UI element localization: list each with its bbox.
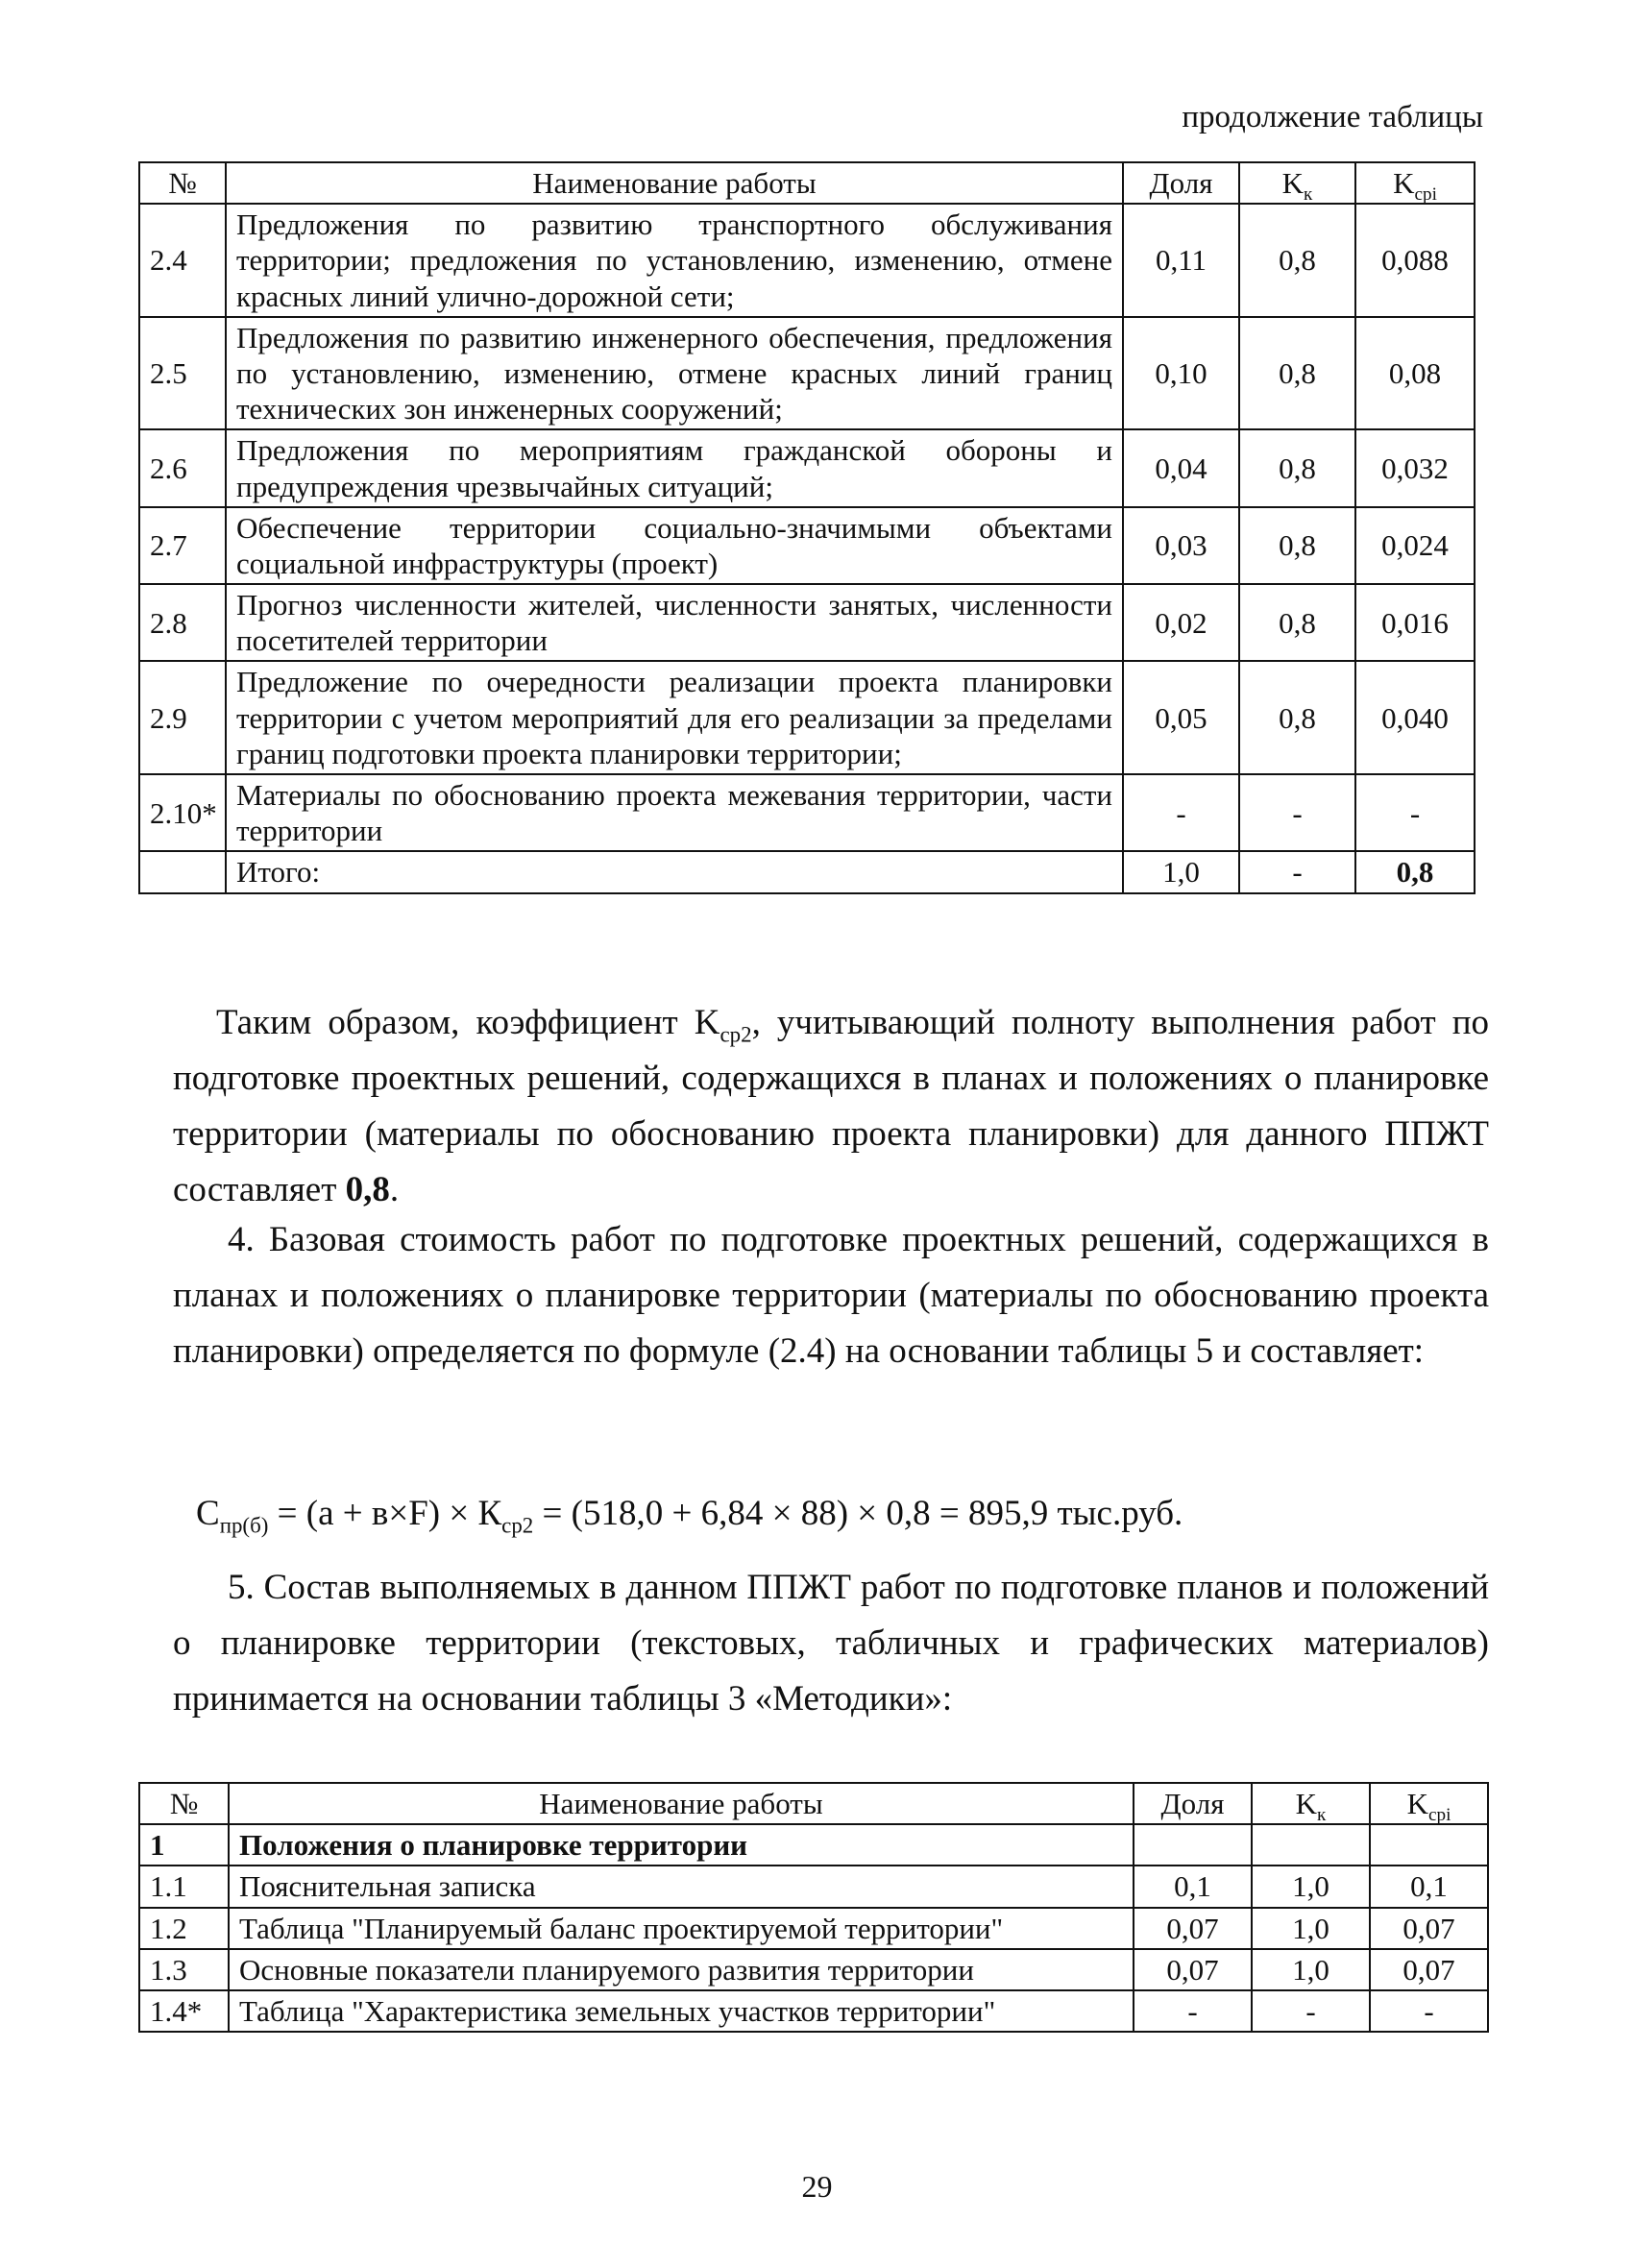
row-share: 0,11 — [1123, 204, 1239, 317]
total-kcpi: 0,8 — [1355, 851, 1475, 892]
row-number: 2.6 — [139, 429, 226, 506]
header-kk-sub: к — [1304, 184, 1313, 206]
header-kk — [1239, 162, 1355, 204]
row-kk: 0,8 — [1239, 507, 1355, 584]
row-kk: 0,8 — [1239, 429, 1355, 506]
row-kk: - — [1252, 1990, 1370, 2032]
row-work-name: Предложение по очередности реализации проекта планировки территории с учетом мероприятий для его реализации за пределами границ подготовки проекта планировки территории; — [226, 661, 1123, 774]
row-number: 2.5 — [139, 317, 226, 430]
table-row — [139, 584, 1475, 661]
header-kk-sub: к — [1317, 1805, 1327, 1826]
row-number: 2.10* — [139, 774, 226, 851]
row-number: 1.1 — [139, 1866, 229, 1907]
table-continuation-label: продолжение таблицы — [1182, 100, 1483, 134]
composition-paragraph: 5. Состав выполняемых в данном ППЖТ работ по подготовке планов и положений о планировке территории (текстовых, табличных и графических материалов) принимается на основании таблицы 3 «Методики»: — [173, 1568, 1489, 1719]
table-row — [139, 661, 1475, 774]
row-kcpi: 0,088 — [1355, 204, 1475, 317]
table-row — [139, 317, 1475, 430]
table-total-row — [139, 851, 1475, 892]
row-share: 0,03 — [1123, 507, 1239, 584]
formula-c: С — [196, 1494, 220, 1533]
header-kk — [1252, 1783, 1370, 1824]
formula-mid: = (а + в×F) × К — [268, 1494, 502, 1533]
table-row — [139, 1866, 1488, 1907]
header-share: Доля — [1123, 162, 1239, 204]
row-kcpi: 0,07 — [1370, 1949, 1488, 1990]
total-kk: - — [1239, 851, 1355, 892]
table-row — [139, 1990, 1488, 2032]
row-kk: 0,8 — [1239, 584, 1355, 661]
row-number: 2.4 — [139, 204, 226, 317]
header-kcpi — [1370, 1783, 1488, 1824]
section-kcpi — [1370, 1824, 1488, 1866]
row-kk: 0,8 — [1239, 661, 1355, 774]
row-work-name: Обеспечение территории социально-значимыми объектами социальной инфраструктуры (проект) — [226, 507, 1123, 584]
row-kk: 0,8 — [1239, 317, 1355, 430]
header-share: Доля — [1134, 1783, 1252, 1824]
row-kk: 0,8 — [1239, 204, 1355, 317]
row-share: 0,07 — [1134, 1949, 1252, 1990]
table-row — [139, 774, 1475, 851]
para1-sub: ср2 — [719, 1022, 752, 1047]
row-kcpi: 0,032 — [1355, 429, 1475, 506]
para1-post: . — [389, 1170, 400, 1209]
page-number: 29 — [801, 2169, 833, 2204]
section-share — [1134, 1824, 1252, 1866]
row-share: - — [1134, 1990, 1252, 2032]
planning-works-table — [138, 1782, 1489, 2033]
row-work-name: Прогноз численности жителей, численности занятых, численности посетителей территории — [226, 584, 1123, 661]
row-kcpi: 0,024 — [1355, 507, 1475, 584]
para1-mid: , учитывающий полноту выполнения работ по подготовке проектных решений, содержащихся в планах и положениях о планировке территории (материалы по обоснованию проекта планировки) для данного ППЖТ составляет — [173, 1003, 1490, 1209]
works-table-continued — [138, 161, 1475, 894]
table-row — [139, 1908, 1488, 1949]
header-work-name: Наименование работы — [226, 162, 1123, 204]
header-work-name: Наименование работы — [229, 1783, 1134, 1824]
table-section-row — [139, 1824, 1488, 1866]
table-header-row — [139, 162, 1475, 204]
row-share: 0,02 — [1123, 584, 1239, 661]
table-row — [139, 429, 1475, 506]
row-kk: - — [1239, 774, 1355, 851]
formula-k-sub: ср2 — [501, 1513, 534, 1538]
table-row — [139, 507, 1475, 584]
row-number: 2.7 — [139, 507, 226, 584]
row-kcpi: 0,08 — [1355, 317, 1475, 430]
row-kcpi: - — [1355, 774, 1475, 851]
para1-bold-value: 0,8 — [345, 1170, 390, 1209]
row-kcpi: 0,1 — [1370, 1866, 1488, 1907]
row-kcpi: 0,016 — [1355, 584, 1475, 661]
row-number: 2.9 — [139, 661, 226, 774]
row-work-name: Основные показатели планируемого развития территории — [229, 1949, 1134, 1990]
row-work-name: Материалы по обоснованию проекта межевания территории, части территории — [226, 774, 1123, 851]
section-title: Положения о планировке территории — [229, 1824, 1134, 1866]
header-kcpi — [1355, 162, 1475, 204]
row-share: 0,10 — [1123, 317, 1239, 430]
row-kcpi: 0,040 — [1355, 661, 1475, 774]
row-share: 0,1 — [1134, 1866, 1252, 1907]
header-number: № — [139, 162, 226, 204]
table-row — [139, 204, 1475, 317]
row-number: 1.3 — [139, 1949, 229, 1990]
para1-pre: Таким образом, коэффициент K — [216, 1003, 720, 1042]
row-share: 0,04 — [1123, 429, 1239, 506]
total-label: Итого: — [226, 851, 1123, 892]
row-number: 2.8 — [139, 584, 226, 661]
header-kcpi-letter: K — [1393, 166, 1415, 200]
row-share: - — [1123, 774, 1239, 851]
row-work-name: Предложения по мероприятиям гражданской обороны и предупреждения чрезвычайных ситуаций; — [226, 429, 1123, 506]
row-number — [139, 851, 226, 892]
section-number: 1 — [139, 1824, 229, 1866]
header-kcpi-letter: K — [1406, 1787, 1428, 1820]
header-kk-letter: K — [1295, 1787, 1318, 1820]
row-number: 1.2 — [139, 1908, 229, 1949]
header-number: № — [139, 1783, 229, 1824]
table-header-row — [139, 1783, 1488, 1824]
table-row — [139, 1949, 1488, 1990]
row-kk: 1,0 — [1252, 1866, 1370, 1907]
formula-c-sub: пр(б) — [219, 1513, 269, 1538]
row-work-name: Предложения по развитию инженерного обеспечения, предложения по установлению, изменению, отмене красных линий границ технических зон инженерных сооружений; — [226, 317, 1123, 430]
row-number: 1.4* — [139, 1990, 229, 2032]
row-kk: 1,0 — [1252, 1908, 1370, 1949]
row-share: 0,05 — [1123, 661, 1239, 774]
row-work-name: Пояснительная записка — [229, 1866, 1134, 1907]
row-kcpi: 0,07 — [1370, 1908, 1488, 1949]
row-share: 0,07 — [1134, 1908, 1252, 1949]
header-kcpi-sub: cpi — [1427, 1805, 1451, 1826]
total-share: 1,0 — [1123, 851, 1239, 892]
row-work-name: Предложения по развитию транспортного обслуживания территории; предложения по установлению, изменению, отмене красных линий улично-дорожной сети; — [226, 204, 1123, 317]
section-kk — [1252, 1824, 1370, 1866]
row-kcpi: - — [1370, 1990, 1488, 2032]
header-kcpi-sub: cpi — [1414, 184, 1437, 206]
cost-formula — [196, 1493, 1183, 1538]
row-work-name: Таблица "Планируемый баланс проектируемой территории" — [229, 1908, 1134, 1949]
coefficient-paragraph — [173, 995, 1489, 1218]
row-work-name: Таблица "Характеристика земельных участков территории" — [229, 1990, 1134, 2032]
row-kk: 1,0 — [1252, 1949, 1370, 1990]
header-kk-letter: K — [1281, 166, 1305, 200]
base-cost-paragraph: 4. Базовая стоимость работ по подготовке проектных решений, содержащихся в планах и положениях о планировке территории (материалы по обоснованию проекта планировки) определяется по формуле (2.4) на основании таблицы 5 и составляет: — [173, 1220, 1489, 1371]
formula-rest: = (518,0 + 6,84 × 88) × 0,8 = 895,9 тыс.руб. — [533, 1494, 1183, 1533]
